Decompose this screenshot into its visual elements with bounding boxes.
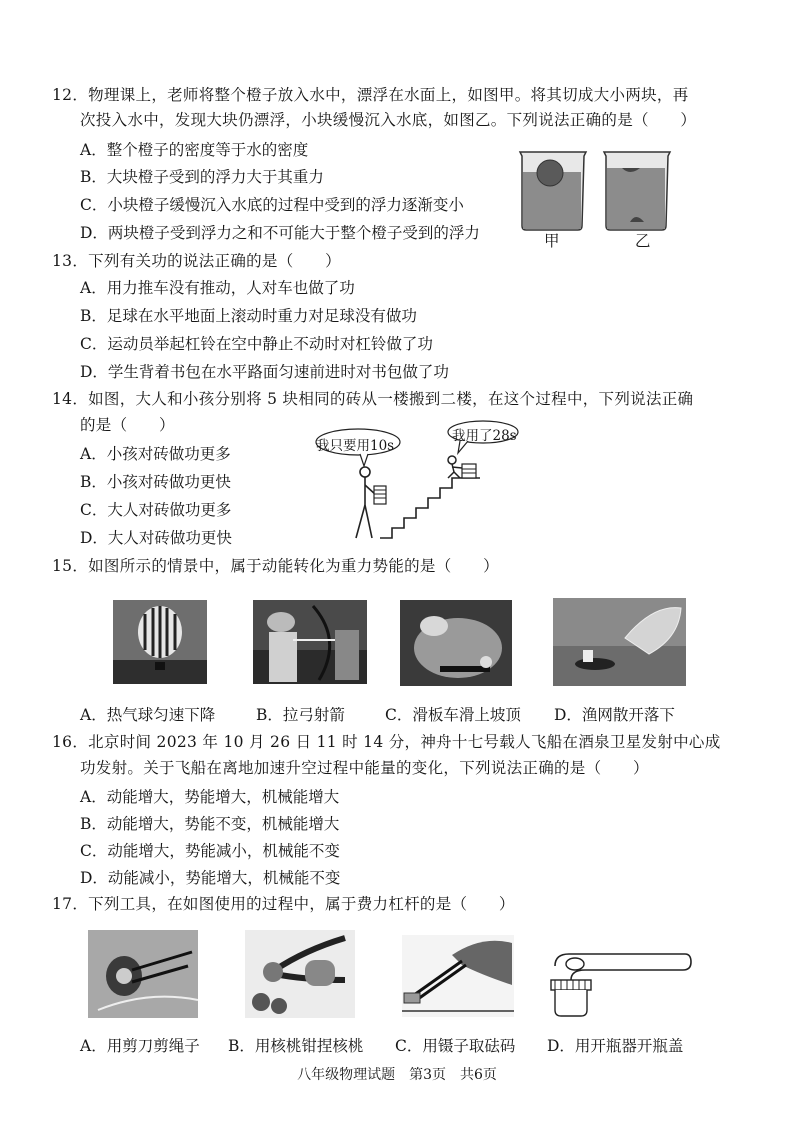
hot-air-balloon-photo [113, 600, 207, 684]
q13-stem: 13．下列有关功的说法正确的是（ ） [52, 252, 341, 270]
q14-option-b: B．小孩对砖做功更快 [80, 473, 231, 491]
adult-bricks-icon [374, 486, 386, 504]
q13-option-a: A．用力推车没有推动，人对车也做了功 [80, 279, 355, 297]
q12-option-c: C．小块橙子缓慢沉入水底的过程中受到的浮力逐渐变小 [80, 196, 464, 214]
beaker-yi [604, 152, 670, 230]
q17-caption-b: B．用核桃钳捏核桃 [228, 1037, 364, 1055]
archery-photo [253, 600, 367, 684]
scissors-rope-photo [88, 930, 198, 1018]
q12-stem-line2: 次投入水中，发现大块仍漂浮，小块缓慢沉入水底，如图乙。下列说法正确的是（ ） [80, 111, 697, 129]
q14-option-d: D．大人对砖做功更快 [80, 529, 232, 547]
q15-stem: 15．如图所示的情景中，属于动能转化为重力势能的是（ ） [52, 557, 499, 575]
q17-caption-a: A．用剪刀剪绳子 [80, 1037, 200, 1055]
q15-caption-c: C．滑板车滑上坡顶 [385, 706, 521, 724]
nutcracker-photo [245, 930, 355, 1018]
q13-option-b: B．足球在水平地面上滚动时重力对足球没有做功 [80, 307, 417, 325]
q12-stem-line1: 12．物理课上，老师将整个橙子放入水中，漂浮在水面上，如图甲。将其切成大小两块，再 [52, 86, 689, 104]
q17-caption-d: D．用开瓶器开瓶盖 [547, 1037, 684, 1055]
q16-stem-line2: 功发射。关于飞船在离地加速升空过程中能量的变化，下列说法正确的是（ ） [80, 759, 649, 777]
q14-option-a: A．小孩对砖做功更多 [80, 445, 231, 463]
q16-stem-line1: 16．北京时间 2023 年 10 月 26 日 11 时 14 分，神舟十七号载人飞船在酒泉卫星发射中心成 [52, 733, 721, 751]
q12-option-a: A．整个橙子的密度等于水的密度 [80, 141, 309, 159]
beaker-jia [520, 152, 586, 230]
q15-caption-a: A．热气球匀速下降 [80, 706, 216, 724]
q12-fig-label-jia: 甲 [544, 232, 560, 250]
q17-caption-c: C．用镊子取砝码 [395, 1037, 516, 1055]
bottle-opener-figure [545, 950, 695, 1020]
child-bricks-icon [462, 464, 476, 478]
q16-option-c: C．动能增大，势能减小，机械能不变 [80, 842, 340, 860]
q12-option-d: D．两块橙子受到浮力之和不可能大于整个橙子受到的浮力 [80, 224, 480, 242]
q14-stem-line2: 的是（ ） [80, 416, 175, 434]
q15-caption-b: B．拉弓射箭 [256, 706, 345, 724]
child-figure-icon [448, 456, 462, 478]
q13-option-d: D．学生背着书包在水平路面匀速前进时对书包做了功 [80, 363, 449, 381]
whole-orange-icon [537, 160, 563, 186]
tweezers-weight-photo [402, 935, 514, 1017]
q16-option-b: B．动能增大，势能不变，机械能增大 [80, 815, 340, 833]
q15-caption-d: D．渔网散开落下 [554, 706, 675, 724]
q14-option-c: C．大人对砖做功更多 [80, 501, 232, 519]
q13-option-c: C．运动员举起杠铃在空中静止不动时对杠铃做了功 [80, 335, 433, 353]
page-footer: 八年级物理试题 第3页 共6页 [297, 1067, 497, 1083]
adult-speech-text: 我只要用10s [316, 438, 395, 454]
q16-option-a: A．动能增大，势能增大，机械能增大 [80, 788, 340, 806]
q14-stem-line1: 14．如图，大人和小孩分别将 5 块相同的砖从一楼搬到二楼，在这个过程中，下列说法正确 [52, 390, 694, 408]
scooter-slope-photo [400, 600, 512, 686]
q17-stem: 17．下列工具，在如图使用的过程中，属于费力杠杆的是（ ） [52, 895, 515, 913]
q16-option-d: D．动能减小，势能增大，机械能不变 [80, 869, 341, 887]
adult-figure-icon [356, 467, 376, 538]
q12-fig-label-yi: 乙 [635, 232, 651, 250]
child-speech-text: 我用了28s [452, 428, 517, 444]
q12-beakers-figure [512, 146, 682, 246]
q12-option-b: B．大块橙子受到的浮力大于其重力 [80, 168, 324, 186]
staircase [380, 478, 480, 538]
fishing-net-photo [553, 598, 686, 686]
